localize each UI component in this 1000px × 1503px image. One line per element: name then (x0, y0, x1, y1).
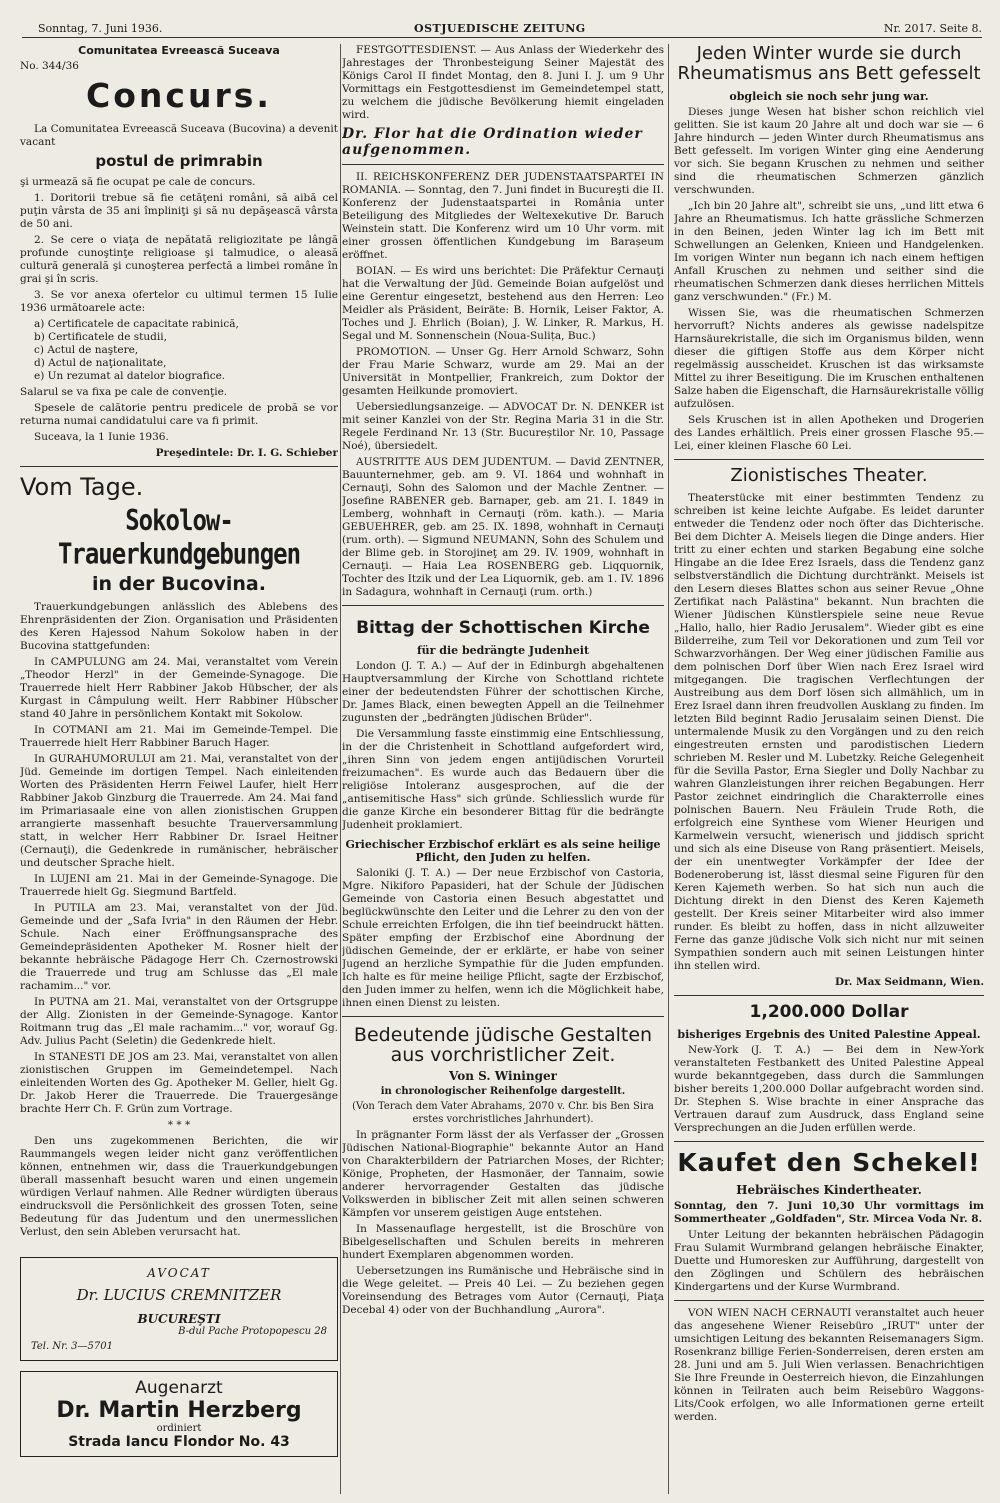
appeal-p1: New-York (J. T. A.) — Bei dem in New-York veranstalteten Festbankett des United Palestine Appeal wurde bekanntgegeben, dass durch die Sammlungen bisher bereits 1,200.000 Dollar aufgebracht worden sind. Dr. Stephen S. Wise brachte in einer Ansprache das Vertrauen darauf zum Ausdruck, dass England seine Versprechungen an die Juden erfüllen werde. (674, 1044, 984, 1134)
comm-title: Comunitatea Evreească Suceava (78, 44, 280, 57)
sokolow-p6: In PUTILA am 23. Mai, veranstaltet von der Jüd. Gemeinde und der „Safa Ivria" in den Räumen der Hebr. Schule. Nach einer Eröffnungsansprache des Gemeindepräsidenten Apotheker M. Rosner hielt der bekannte hebräische Pädagoge Herr Ch. Czernostrowski die Trauerrede und trug am Schlusse das „El male rachamim..." vor. (20, 902, 338, 992)
section-stars: * * * (167, 1119, 191, 1131)
divider (342, 605, 664, 606)
column-divider (668, 44, 669, 1494)
bittag-heading: Bittag der Schottischen Kirche (356, 618, 650, 638)
sokolow-p5: In LUJENI am 21. Mai in der Gemeinde-Synagoge. Die Trauerrede hielt Gg. Siegmund Bartfeld. (20, 873, 338, 898)
bedeutende-p3: Uebersetzungen ins Rumänische und Hebräische sind in die Wege geleitet. — Preis 40 Lei. — Zu beziehen gegen Voreinsendung des Betrages vom Autor (Cernauţi, Piaţa Decebal 4) oder von der Buchhandlung „Aurora". (342, 1265, 664, 1316)
divider (674, 995, 984, 996)
sokolow-p9: Den uns zugekommenen Berichten, die wir Raummangels wegen leider nicht ganz veröffentlichen können, entnehmen wir, dass die Trauerkundgebungen überall massenhaft besucht waren und einen ungemein würdigen Verlauf nahmen. Alle Redner würdigten überaus eindrucksvoll die Persönlichkeit des grossen Toten, seine Bedeutung für das Judentum und den unermesslichen Verlust, den sein Ableben verursacht hat. (20, 1135, 338, 1238)
augenarzt-title: Augenarzt (135, 1378, 223, 1398)
concurs-e: e) Un rezumat al datelor biografice. (34, 370, 226, 382)
avocat-address: B-dul Pache Protopopescu 28 (178, 1326, 327, 1337)
page-header (22, 22, 982, 38)
theater-signature: Dr. Max Seidmann, Wien. (835, 976, 984, 988)
bedeutende-heading: Bedeutende jüdische Gestalten aus vorchristlicher Zeit. (353, 1024, 653, 1066)
erzbischof-p1: Saloniki (J. T. A.) — Der neue Erzbischof von Castoria, Mgre. Nikiforo Papasideri, hat der Schule der Jüdischen Gemeinde von Castoria einen Besuch abgestattet und beglückwünschte den Leiter und die Lehrer zu den von der Schule erreichten Erfolgen, die ihn tief beeindruckt hätten. Später empfing der Erzbischof eine Abordnung der jüdischen Gemeinde, der er erklärte, er habe von seiner Jugend an herzliche Sympathie für die Juden empfunden. Ich halte es für meine heilige Pflicht, sagte der Erzbischof, den Juden immer zu helfen, wenn ich die Möglichkeit habe, ihnen einen Dienst zu leisten. (342, 867, 664, 1009)
comm-number: No. 344/36 (20, 60, 79, 72)
theater-p1: Theaterstücke mit einer bestimmten Tendenz zu schreiben ist keine leichte Aufgabe. Es leidet darunter entweder die Tendenz oder noch öfter das Dichterische. Bei dem Dichter A. Meisels liegen die Dinge anders. Hier tritt zu einer echten und starken Begabung eine solche Hingabe an die Idee Erez Israels, dass die Tendenz ganz selbstverständlich die Dichtung durchtränkt. Meisels ist den Lesern dieses Blattes schon aus seiner Revue „Ohne Zertifikat nach Palästina" bekannt. Nun brachten die Wiener Jüdischen Künstlerspiele seine neue Revue „Hallo, hallo, hier Radio Jerusalem". Wieder gibt es eine Bilderreihe, zum Teil vor Dekorationen und zum Teil vor Schwarzvorhängen. Der Weg einer jüdischen Familie aus dem polnischen Dorf über Wien nach Erez Israel wird mitgegangen. Die tragischen Verflechtungen der Austreibung aus dem Dorf lösen sich allmählich, um in Erez Israel dann ihren freudvollen Ausklang zu finden. Im letzten Bild beginnt Radio Jerusalaim seinen Dienst. Die untermalende Musik zu den Vorgängen und zu den reich eingestreuten ernsten und parodistischen Liedern schrieben M. Resler und M. Lubetzky. Reiche Gelegenheit für die Sevilla Pastor, Erna Siegler und Dolly Nachbar zu wahren Glanzleistungen ihrer reichen Begabungen. Herr Pastor zeichnet eindringlich die Charakterrolle eines polnischen Bauern. Neu Fräulein Trude Roth, die erfolgreich eine Synthese vom Wiener Heurigen und Karmelwein versucht, wienerisch und jiddisch spricht und sich als eine Diseuse von Rang präsentiert. Meisels, der ein unentwegter Vorkämpfer der Idee der Bodeneroberung ist, lässt diesmal seine Figuren für den Keren Kajemeth werben. So hat sich nun auch die Dichtung direkt in den Dienst des Keren Kajemeth gestellt. Der Kreis seiner Mitarbeiter wird also immer runder. Es bleibt zu hoffen, dass in nicht allzuweiter Ferne das ganze jüdische Volk sich nicht nur mit seinen Sympathien sondern auch mit seinen Leistungen hinter ihn stellen wird. (674, 492, 984, 972)
concurs-president: Preşedintele: Dr. I. G. Schieber (155, 447, 338, 459)
sokolow-subheading: in der Bucovina. (92, 573, 266, 595)
reichskonferenz: II. REICHSKONFERENZ DER JUDENSTAATSPARTEI IN ROMANIA. — Sonntag, den 7. Juni findet in Bucureşti die II. Konferenz der Judenstaatspartei in România unter Beteiligung des Mitgliedes der Weltexekutive Dr. Baruch Weinstein statt. Die Konferenz wird um 10 Uhr vorm. mit einer grossen öffentlichen Kundgebung im Barașeum eröffnet. (342, 171, 664, 261)
concurs-p6: Spesele de calătorie pentru predicele de probă se vor returna numai candidatului care va fi primit. (20, 402, 338, 427)
uebersiedlung-notice: Uebersiedlungsanzeige. — ADVOCAT Dr. N. DENKER ist mit seiner Kanzlei von der Str. Regina Maria 31 in die Str. Regele Ferdinand Nr. 13 (Str. Bucureștilor Nr. 10, Passage Noé), übersiedelt. (342, 401, 664, 452)
theater-heading: Zionistisches Theater. (730, 465, 928, 486)
divider (674, 1141, 984, 1142)
sokolow-heading: Sokolow-Trauerkundgebungen (57, 503, 301, 571)
header-date: Sonntag, 7. Juni 1936. (38, 22, 163, 35)
concurs-post: postul de primrabin (95, 152, 263, 170)
flor-notice: Dr. Flor hat die Ordination wieder aufgenommen. (342, 126, 643, 158)
sokolow-p2: In CAMPULUNG am 24. Mai, veranstaltet vom Verein „Theodor Herzl" in der Gemeinde-Synagoge. Die Trauerrede hielt Herr Rabbiner Jakob Hübscher, der als Kurgast in Câmpulung weilt. Herr Rabbiner Hübscher stand 40 Jahre in persönlichem Kontakt mit Sokolow. (20, 656, 338, 720)
sokolow-p3: In COTMANI am 21. Mai im Gemeinde-Tempel. Die Trauerrede hielt Herr Rabbiner Baruch Hager. (20, 724, 338, 749)
bittag-p2: Die Versammlung fasste einstimmig eine Entschliessung, in der die Christenheit in Schottland aufgefordert wird, „ihren Sinn von jedem engen antijüdischen Vorurteil freizumachen". Es wurde auch das Bedauern über die religiöse Intoleranz ausgesprochen, auf die der „antisemitische Hass" sich gründe. Schliesslich wurde für die ganze Kirche ein besonderer Bittag für die bedrängte Judenheit proklamiert. (342, 728, 664, 831)
bittag-p1: London (J. T. A.) — Auf der in Edinburgh abgehaltenen Hauptversammlung der Kirche von Schottland richtete einer der bedeutendsten Führer der schottischen Kirche, Dr. James Black, einen bewegten Appell an die Teilnehmer zugunsten der „bedrängten jüdischen Brüder". (342, 660, 664, 724)
avocat-title: AVOCAT (147, 1266, 211, 1280)
kruschen-p1: Dieses junge Wesen hat bisher schon reichlich viel gelitten. Sie ist kaum 20 Jahre alt und doch war sie — 6 Jahre hindurch — jeden Winter durch Rheumatismus ans Bett gefesselt. Im vorigen Winter ging eine Aenderung vor sich. Sie begann Kruschen zu nehmen und seither sind die rheumatischen Schmerzen gänzlich verschwunden. (674, 106, 984, 196)
header-title: OSTJUEDISCHE ZEITUNG (414, 22, 586, 35)
avocat-phone: Tel. Nr. 3—5701 (31, 1341, 113, 1352)
kruschen-p4: Sels Kruschen ist in allen Apotheken und Drogerien des Landes erhältlich. Preis einer grossen Flasche 95.— Lei, einer kleinen Flasche 60 Lei. (674, 414, 984, 452)
avocat-ad (20, 1257, 338, 1361)
kruschen-heading-1: Jeden Winter wurde sie durch (696, 44, 962, 64)
sokolow-p8: In STANESTI DE JOS am 23. Mai, veranstaltet von allen zionistischen Gruppen im Gemeindetempel. Nach einleitenden Worten des Gg. Apotheker M. Geller, hielt Gg. Dr. Jakob Herer die Trauerrede. Die Trauergesänge brachte Herr Ch. F. Grün zum Vortrage. (20, 1051, 338, 1115)
kruschen-p3: Wissen Sie, was die rheumatischen Schmerzen hervorruft? Nichts anderes als gewisse nadelspitze Harnsäurekristalle, die sich im Organismus bilden, wenn dieser die giftigen Stoffe aus dem Körper nicht regelmässig ausscheidet. Kruschen ist das wirksamste Mittel zu ihrer Beseitigung. Die im Kruschen enthaltenen Salze haben die Eigenschaft, die Harnsäurekristalle völlig aufzulösen. (674, 307, 984, 410)
vom-tage-heading: Vom Tage. (20, 473, 144, 501)
boian-notice: BOIAN. — Es wird uns berichtet: Die Präfektur Cernauţi hat die Verwaltung der Jüd. Gemeinde Boian aufgelöst und eine Gerentur eingesetzt, bestehend aus den Herren: Leo Meidler als Präsident, Beiräte: B. Hornik, Leiser Faktor, A. Toches und J. Ehrlich (Boian), J. W. Linker, R. Markus, H. Segal und M. Sonnenschein (Noua-Sulița, Buc.) (342, 265, 664, 342)
kindertheater-date: Sonntag, den 7. Juni 10,30 Uhr vormittags im Sommertheater „Goldfaden", Str. Mircea Voda Nr. 8. (674, 1200, 984, 1225)
concurs-p4: 3. Se vor anexa ofertelor cu ultimul termen 15 Iulie 1936 următoarele acte: (20, 289, 338, 314)
divider (674, 1300, 984, 1301)
bedeutende-subtitle: in chronologischer Reihenfolge dargestellt. (380, 1086, 626, 1097)
concurs-c: c) Actul de naştere, (34, 344, 139, 356)
festgottesdienst: FESTGOTTESDIENST. — Aus Anlass der Wiederkehr des Jahrestages der Thronbesteigung Seiner Majestät des Königs Carol II findet Montag, den 8. Juni I. J. um 9 Uhr Vormittags ein Festgottesdienst im Gemeindetempel statt, zu welchem die jüdische Bevölkerung hiemit eingeladen wird. (342, 44, 664, 121)
schekel-heading: Kaufet den Schekel! (677, 1148, 981, 1177)
column-2 (342, 44, 664, 1494)
appeal-subheading: bisheriges Ergebnis des United Palestine Appeal. (677, 1028, 981, 1041)
concurs-p3: 2. Se cere o viaţa de nepătată religiozitate pe lângă profunde cunoştinţe religioase şi talmudice, o aleasă cultură generală şi cunoşterea perfectă a limbei române în grai şi în scris. (20, 234, 338, 285)
sokolow-p4: In GURAHUMORULUI am 21. Mai, veranstaltet von der Jüd. Gemeinde im dortigen Tempel. Nach einleitenden Worten des Präsidenten Herrn Feiwel Laufer, hielt Herr Rabbiner Jakob Ginzburg die Trauerrede. Am 24. Mai fand im Primariasaale eine von allen zionistischen Gruppen arrangierte massenhaft besuchte Trauerversammlung statt, in welcher Herr Rabbiner Dr. Israel Heitner (Cernauţi), die Gedenkrede in rumänischer, hebräischer und deutscher Sprache hielt. (20, 753, 338, 869)
concurs-intro: La Comunitatea Evreească Suceava (Bucovina) a devenit vacant (20, 123, 338, 148)
bedeutende-p2: In Massenauflage hergestellt, ist die Broschüre von Bibelgesellschaften und Schulen bereits in mehreren hundert Exemplaren abgenommen worden. (342, 1223, 664, 1261)
augenarzt-address: Strada Iancu Flondor No. 43 (68, 1434, 290, 1450)
concurs-p1: şi urmează să fie ocupat pe cale de concurs. (20, 176, 256, 188)
bittag-subheading: für die bedrängte Judenheit (416, 644, 590, 657)
kindertheater-heading: Hebräisches Kindertheater. (736, 1183, 922, 1197)
divider (20, 466, 338, 467)
augenarzt-ordiniert: ordiniert (156, 1423, 202, 1434)
appeal-heading: 1,200.000 Dollar (749, 1002, 909, 1022)
bedeutende-author: Von S. Wininger (449, 1069, 557, 1083)
kruschen-p2: „Ich bin 20 Jahre alt", schreibt sie uns, „und litt etwa 6 Jahre an Rheumatismus. Ich hatte grässliche Schmerzen in den Beinen, jeden Winter lag ich im Bett mit Schwellungen an Gelenken, Knieen und Handgelenken. Im vorigen Winter nun begann ich nach einem heftigen Anfall Kruschen zu nehmen und seither sind die rheumatischen Schmerzen dank dieses herrlichen Mittels ganz verschwunden." (Fr.) M. (674, 200, 984, 303)
kruschen-heading-2: Rheumatismus ans Bett gefesselt (677, 63, 981, 84)
augenarzt-ad (20, 1371, 338, 1457)
header-page-number: Nr. 2017. Seite 8. (883, 22, 982, 35)
erzbischof-heading: Griechischer Erzbischof erklärt es als seine heilige Pflicht, den Juden zu helfen. (345, 838, 661, 864)
austritte-notice: AUSTRITTE AUS DEM JUDENTUM. — David ZENTNER, Bauunternehmer, geb. am 9. VI. 1864 und wohnhaft in Cernauţi, Sohn des Salomon und der Machle Zentner. — Josefine RABENER geb. Barnaper, geb. am 21. I. 1849 in Lemberg, wohnhaft in Cernauţi (röm. kath.). — Maria GEBUEHRER, geb. am 25. IX. 1898, wohnhaft in Cernauţi (rum. orth). — Sigmund NEUMANN, Sohn des Schulem und der Blime geb. in Storojineţ am 29. IV. 1909, wohnhaft in Cernauţi. — Haia Lea ROSENBERG geb. Liqquornik, Tochter des Itzik und der Lea Liquornik, geb. am 1. IV. 1896 in Sadagura, wohnhaft in Cernauţi (rum. orth.) (342, 456, 664, 598)
avocat-city: BUCUREŞTI (137, 1312, 221, 1326)
divider (342, 164, 664, 165)
bedeutende-paren: (Von Terach dem Vater Abrahams, 2070 v. Chr. bis Ben Sira erstes vorchristliches Jahrhundert). (352, 1101, 654, 1125)
promotion-notice: PROMOTION. — Unser Gg. Herr Arnold Schwarz, Sohn der Frau Marie Schwarz, wurde am 29. Mai an der Universität in Montpellier, Frankreich, zum Doktor der gesamten Heilkunde promoviert. (342, 346, 664, 397)
concurs-d: d) Actul de naţionalitate, (34, 357, 167, 369)
avocat-name: Dr. LUCIUS CREMNITZER (76, 1286, 282, 1304)
sokolow-p1: Trauerkundgebungen anlässlich des Ablebens des Ehrenpräsidenten der Zion. Organisation und Präsidenten des Keren Hajessod Nahum Sokolow haben in der Bucovina stattgefunden: (20, 601, 338, 652)
column-divider (340, 44, 341, 1494)
sokolow-p7: In PUTNA am 21. Mai, veranstaltet von der Ortsgruppe der Allg. Zionisten in der Gemeinde-Synagoge. Kantor Roitmann trug das „El male rachamim..." vor, worauf Gg. Adv. Julius Pacht (Seletin) die Gedenkrede hielt. (20, 996, 338, 1047)
concurs-a: a) Certificatele de capacitate rabinică, (34, 318, 239, 330)
divider (342, 1016, 664, 1017)
bedeutende-p1: In prägnanter Form lässt der als Verfasser der „Grossen Jüdischen National-Biographie" bekannte Autor an Hand von Charakterbildern der Patriarchen Moses, der Richter; Könige, Propheten, der Hasmonäer, der Tannaim, sowie anderer hervorragender Gestalten das jüdische Volkswerden in biblischer Zeit mit allen seinen schweren Kämpfen vor unserem geistigen Auge entstehen. (342, 1129, 664, 1219)
kindertheater-p1: Unter Leitung der bekannten hebräischen Pädagogin Frau Sulamit Wurmbrand gelangen hebräische Einakter, Duette und Humoresken zur Aufführung, dargestellt von den Zöglingen und Schülern des hebräischen Kindergartens und der Kurse Wurmbrand. (674, 1229, 984, 1293)
concurs-b: b) Certificatele de studii, (34, 331, 167, 343)
column-1 (20, 44, 338, 1494)
concurs-p5: Salarul se va fixa pe cale de convenţie. (20, 386, 228, 398)
augenarzt-name: Dr. Martin Herzberg (56, 1398, 302, 1423)
concurs-heading: Concurs. (86, 76, 272, 115)
kruschen-subheading: obgleich sie noch sehr jung war. (729, 90, 929, 103)
divider (674, 459, 984, 460)
concurs-p2: 1. Doritorii trebue să fie cetăţeni români, să aibă cel puţin vârsta de 35 ani împliniţi şi să nu depăşească vârsta de 50 ani. (20, 192, 338, 230)
concurs-date: Suceava, la 1 Iunie 1936. (34, 431, 169, 443)
wien-notice: VON WIEN NACH CERNAUTI veranstaltet auch heuer das angesehene Wiener Reisebüro „IRUT" unter der umsichtigen Leitung des bekannten Reisemanagers Sigm. Rosenkranz billige Ferien-Sonderreisen, deren ersten am 28. Juni und am 5. Juli Wien verlassen. Benachrichtigen Sie Ihre Freunde in Oesterreich hievon, die Einzahlungen können in Teilraten auch beim Reisebüro Waggons-Lits/Cook erfolgen, wo alle Informationen gerne erteilt werden. (674, 1307, 984, 1423)
column-3 (674, 44, 984, 1494)
